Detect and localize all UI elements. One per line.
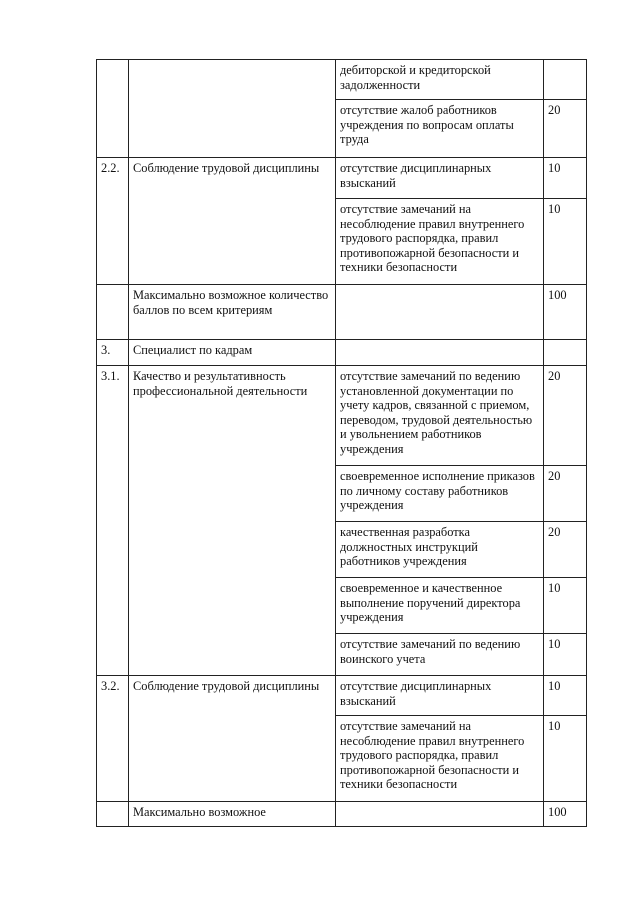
- indicator-cell: отсутствие замечаний на несоблюдение правил внутреннего трудового распорядка, правил противопожарной безопасности и техники безопасности: [336, 716, 544, 802]
- score-cell: 100: [544, 285, 587, 340]
- score-cell: 20: [544, 466, 587, 522]
- indicator-cell: качественная разработка должностных инструкций работников учреждения: [336, 522, 544, 578]
- section-heading-row: [97, 340, 587, 366]
- indicator-cell: отсутствие жалоб работников учреждения по вопросам оплаты труда: [336, 100, 544, 158]
- indicator-cell: [336, 340, 544, 366]
- criterion-name-cell: [129, 60, 336, 158]
- indicator-cell: дебиторской и кредиторской задолженности: [336, 60, 544, 100]
- score-cell: 20: [544, 100, 587, 158]
- indicator-cell: отсутствие замечаний по ведению установленной документации по учету кадров, связанной с приемом, переводом, трудовой деятельностью и увольнением работников учреждения: [336, 366, 544, 466]
- indicator-cell: [336, 802, 544, 827]
- total-row: [97, 285, 587, 340]
- criterion-name-cell: Соблюдение трудовой дисциплины: [129, 158, 336, 285]
- score-cell: 20: [544, 522, 587, 578]
- score-cell: 10: [544, 158, 587, 199]
- score-cell: 10: [544, 716, 587, 802]
- table-row: [97, 158, 587, 199]
- criteria-table: [96, 59, 587, 827]
- row-number-cell: [97, 60, 129, 158]
- row-number-cell: 3.1.: [97, 366, 129, 676]
- total-row: [97, 802, 587, 827]
- indicator-cell: отсутствие дисциплинарных взысканий: [336, 676, 544, 716]
- indicator-cell: своевременное и качественное выполнение поручений директора учреждения: [336, 578, 544, 634]
- row-number-cell: [97, 802, 129, 827]
- criterion-name-cell: Специалист по кадрам: [129, 340, 336, 366]
- row-number-cell: [97, 285, 129, 340]
- score-cell: [544, 60, 587, 100]
- row-number-cell: 3.2.: [97, 676, 129, 802]
- table-row: [97, 60, 587, 100]
- criterion-name-cell: Максимально возможное количество баллов по всем критериям: [129, 285, 336, 340]
- indicator-cell: своевременное исполнение приказов по личному составу работников учреждения: [336, 466, 544, 522]
- score-cell: [544, 340, 587, 366]
- score-cell: 10: [544, 676, 587, 716]
- indicator-cell: отсутствие замечаний на несоблюдение правил внутреннего трудового распорядка, правил противопожарной безопасности и техники безопасности: [336, 199, 544, 285]
- criterion-name-cell: Максимально возможное: [129, 802, 336, 827]
- indicator-cell: [336, 285, 544, 340]
- row-number-cell: 2.2.: [97, 158, 129, 285]
- indicator-cell: отсутствие дисциплинарных взысканий: [336, 158, 544, 199]
- row-number-cell: 3.: [97, 340, 129, 366]
- table-row: [97, 366, 587, 466]
- table-row: [97, 676, 587, 716]
- criterion-name-cell: Качество и результативность профессиональной деятельности: [129, 366, 336, 676]
- score-cell: 100: [544, 802, 587, 827]
- criterion-name-cell: Соблюдение трудовой дисциплины: [129, 676, 336, 802]
- score-cell: 20: [544, 366, 587, 466]
- indicator-cell: отсутствие замечаний по ведению воинского учета: [336, 634, 544, 676]
- score-cell: 10: [544, 199, 587, 285]
- score-cell: 10: [544, 578, 587, 634]
- score-cell: 10: [544, 634, 587, 676]
